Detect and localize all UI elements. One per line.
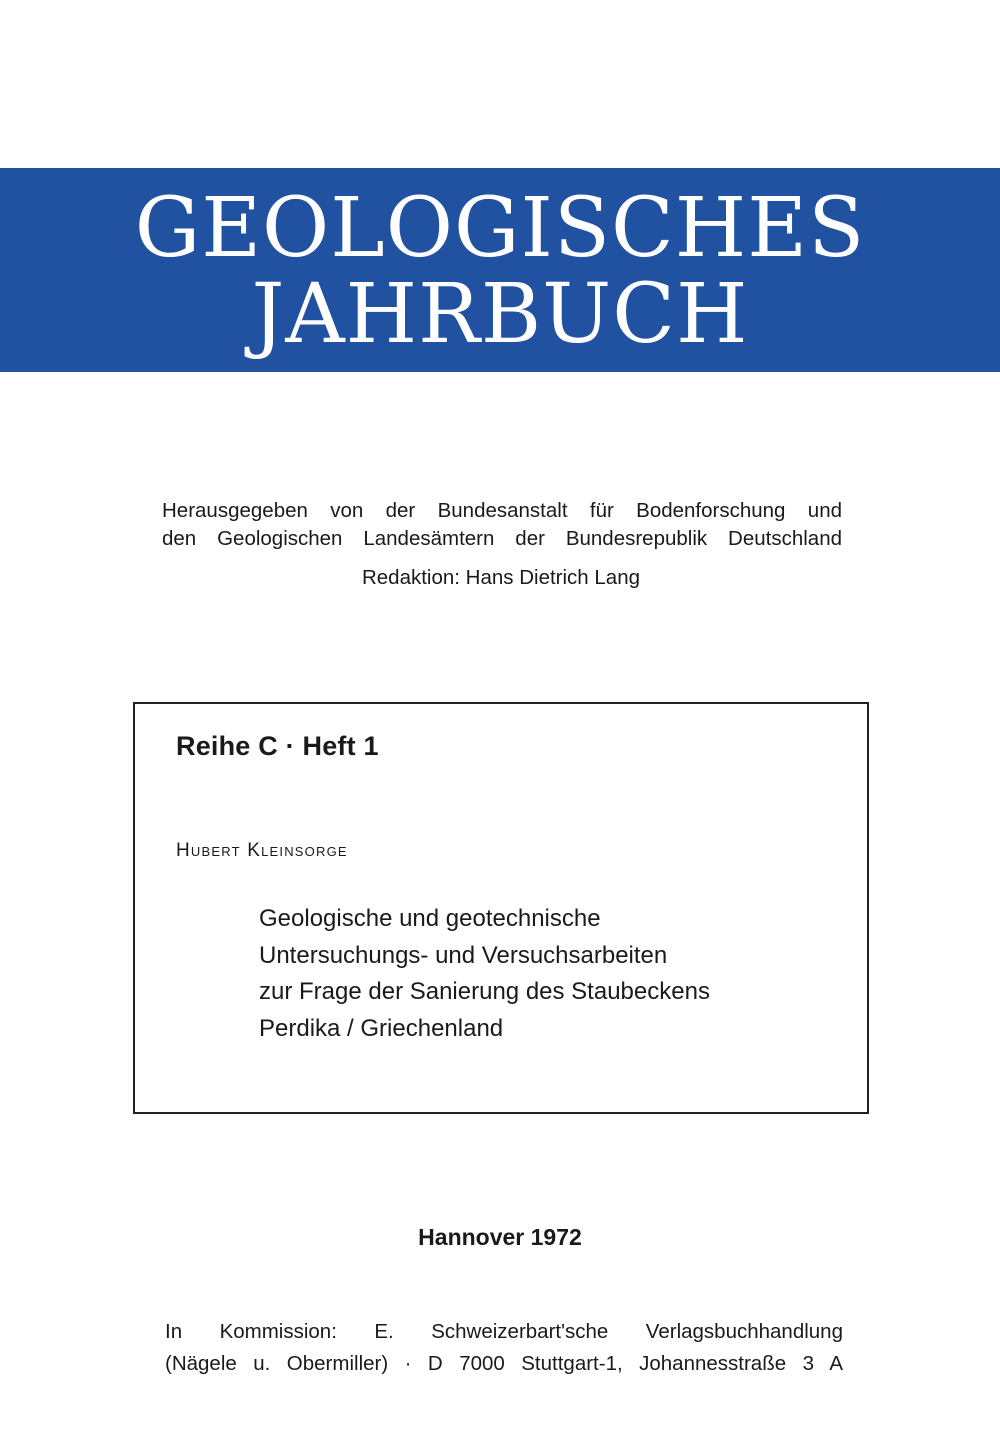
work-title-line: Untersuchungs- und Versuchsarbeiten xyxy=(259,941,668,969)
author-name: Hubert Kleinsorge xyxy=(176,840,348,861)
publisher-line1: Herausgegeben von der Bundesanstalt für Bodenforschung und xyxy=(162,499,842,522)
journal-banner xyxy=(0,168,1000,372)
commission-block xyxy=(165,1316,843,1380)
work-title-line: Perdika / Griechenland xyxy=(259,1014,504,1042)
journal-title-line2: JAHRBUCH xyxy=(251,267,749,362)
series-heading: Reihe C · Heft 1 xyxy=(176,731,379,761)
work-title xyxy=(259,901,710,1047)
place-year: Hannover 1972 xyxy=(418,1224,582,1250)
journal-title-line1: GEOLOGISCHES xyxy=(134,181,866,276)
editor-text: Redaktion: Hans Dietrich Lang xyxy=(361,566,641,589)
commission-line2: (Nägele u. Obermiller) · D 7000 Stuttgart-1, Johannesstraße 3 A xyxy=(165,1352,843,1375)
publisher-block xyxy=(162,497,842,553)
editor-credit xyxy=(0,566,1000,590)
issue-box xyxy=(133,702,869,1114)
work-title-line: Geologische und geotechnische xyxy=(259,905,601,932)
work-title-line: zur Frage der Sanierung des Staubeckens xyxy=(259,978,710,1005)
commission-line1: In Kommission: E. Schweizerbart'sche Verlagsbuchhandlung xyxy=(165,1320,843,1343)
publisher-line2: den Geologischen Landesämtern der Bundesrepublik Deutschland xyxy=(162,527,842,550)
